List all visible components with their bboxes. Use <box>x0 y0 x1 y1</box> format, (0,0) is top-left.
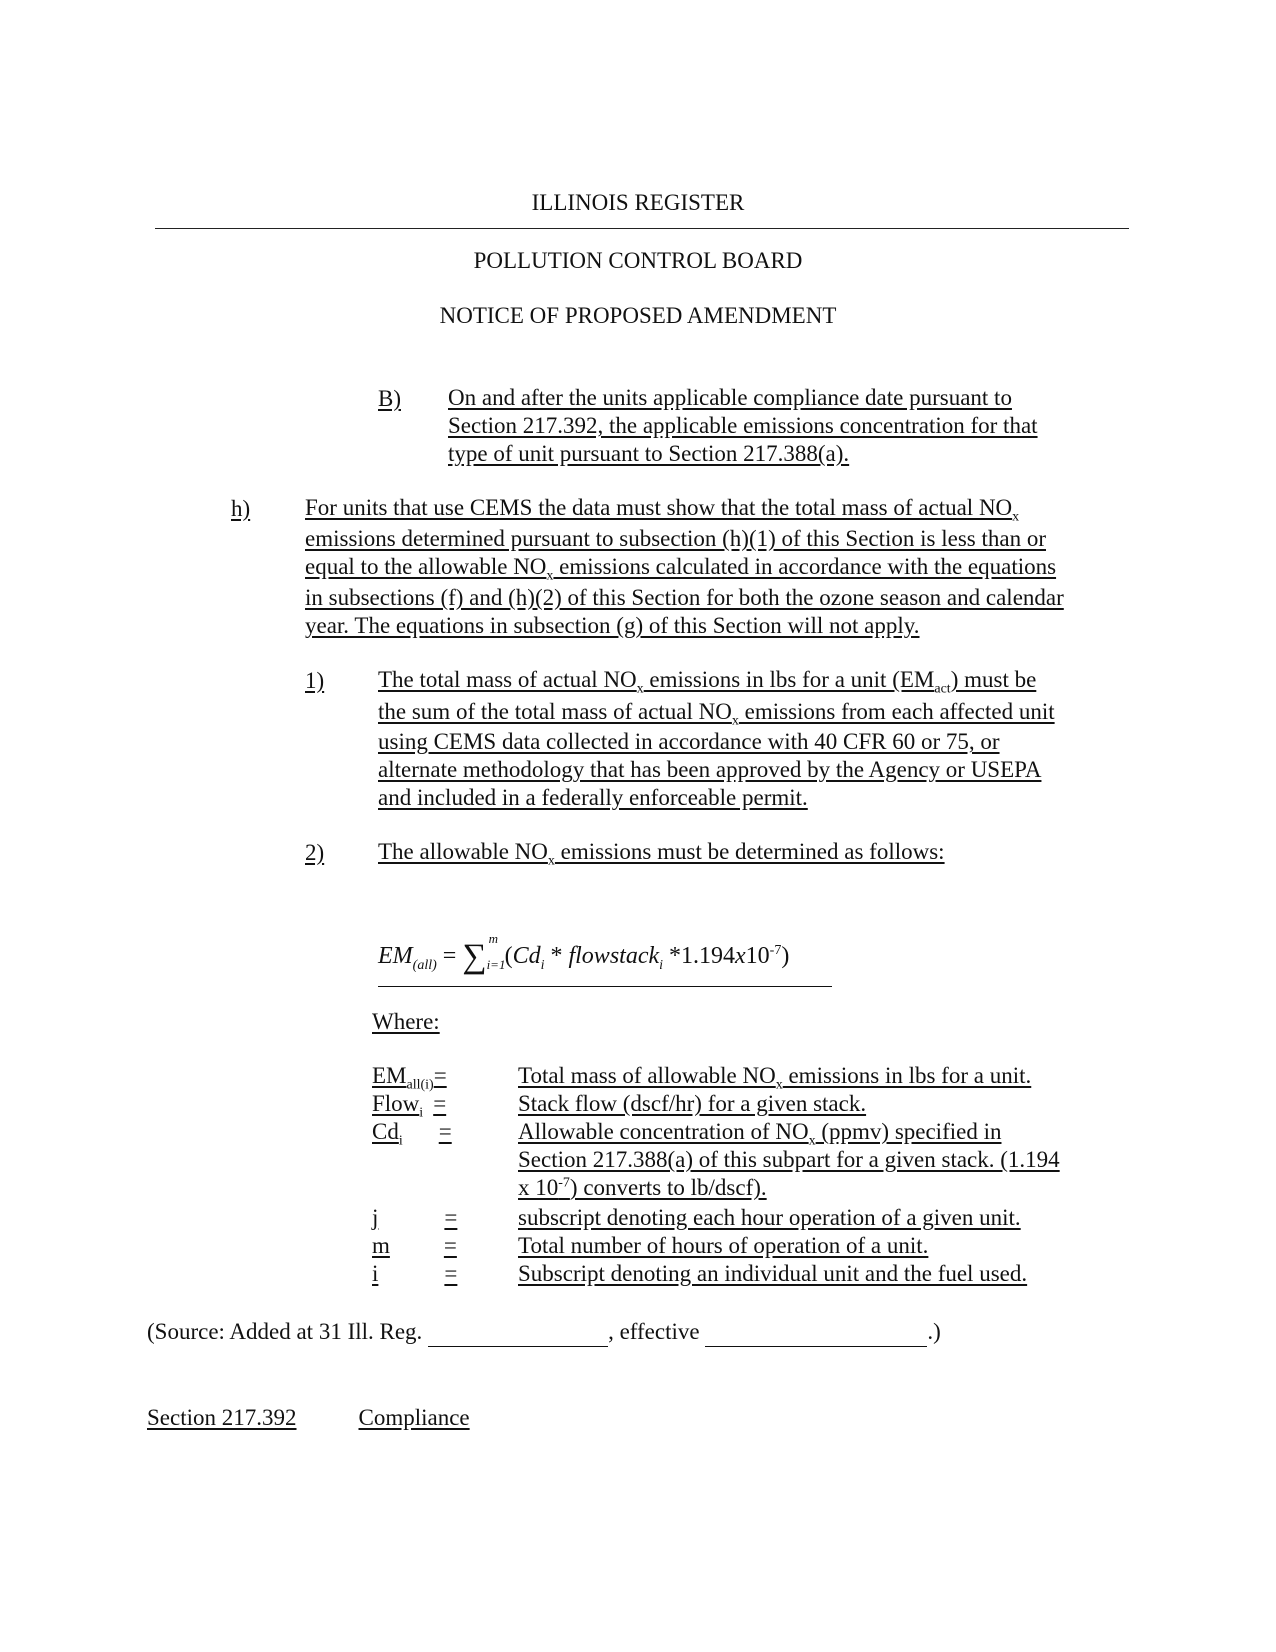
item-1-line-1: The total mass of actual $NO_x$ emissions in lbs for a unit $(EM_{act})$ must be <box>378 667 1037 697</box>
def-desc-em: Total mass of allowable $NO_x$ emissions in lbs for a unit. <box>518 1063 1032 1093</box>
def-desc-cd-1: Allowable concentration of $NO_x$ (ppmv) specified in <box>518 1119 1002 1149</box>
item-h-line-5: year. The equations in subsection (g) of this Section will not apply. <box>305 613 920 638</box>
def-term-flow: Flow$_i$ = <box>372 1091 447 1121</box>
item-b-label: B) <box>378 386 401 411</box>
item-1-line-2: the sum of the total mass of actual $NO_x$ emissions from each affected unit <box>378 699 1055 729</box>
source-effective-blank <box>705 1318 927 1347</box>
def-term-em: $EM_{all(i)}=$ <box>372 1063 447 1093</box>
item-2-text: The allowable $NO_x$ emissions must be determined as follows: <box>378 839 945 869</box>
def-term-j: j = <box>372 1205 458 1230</box>
item-1-label: 1) <box>305 668 325 693</box>
source-note: (Source: Added at 31 Ill. Reg. , effective .) <box>147 1318 941 1347</box>
item-h-line-4: in subsections (f) and (h)(2) of this Section for both the ozone season and calendar <box>305 585 1064 610</box>
notice-title: NOTICE OF PROPOSED AMENDMENT <box>439 303 837 328</box>
item-h-line-2: emissions determined pursuant to subsection (h)(1) of this Section is less than or <box>305 526 1046 551</box>
item-b-line-1: On and after the units applicable compliance date pursuant to <box>448 385 1012 410</box>
item-1-line-3: using CEMS data collected in accordance with 40 CFR 60 or 75, or <box>378 729 1000 754</box>
item-1-line-4: alternate methodology that has been approved by the Agency or USEPA <box>378 757 1042 782</box>
def-desc-cd-3: x $10^{-7}$) converts to lb/dscf). <box>518 1175 767 1200</box>
board-title: POLLUTION CONTROL BOARD <box>473 248 803 273</box>
header-rule <box>155 228 1129 229</box>
item-b-line-3: type of unit pursuant to Section 217.388(a). <box>448 441 850 466</box>
def-desc-cd-2: Section 217.388(a) of this subpart for a given stack. (1.194 <box>518 1147 1060 1172</box>
item-h-line-3: equal to the allowable $NO_x$ emissions calculated in accordance with the equations <box>305 554 1057 584</box>
register-title: ILLINOIS REGISTER <box>531 190 745 215</box>
where-label: Where: <box>372 1009 440 1034</box>
def-term-cd: $Cd_i$ = <box>372 1119 452 1149</box>
def-desc-j: subscript denoting each hour operation of a given unit. <box>518 1205 1021 1230</box>
def-desc-i: Subscript denoting an individual unit and the fuel used. <box>518 1261 1028 1286</box>
def-term-m: m = <box>372 1233 457 1258</box>
item-h-line-1: For units that use CEMS the data must show that the total mass of actual $NO_x$ <box>305 495 1020 525</box>
item-h-label: h) <box>231 496 251 521</box>
item-b-line-2: Section 217.392, the applicable emissions concentration for that <box>448 413 1038 438</box>
def-term-i: i = <box>372 1261 458 1286</box>
item-2-label: 2) <box>305 840 325 865</box>
section-heading: Section 217.392 Compliance <box>147 1405 470 1430</box>
source-register-blank <box>428 1318 608 1347</box>
item-1-line-5: and included in a federally enforceable permit. <box>378 785 808 810</box>
emissions-equation: $EM_{(all)}$ = ∑ m i=1 ($Cd_i$ * flowstack$_i$ $*1.194x10^{-7}$) <box>378 938 832 987</box>
def-desc-m: Total number of hours of operation of a unit. <box>518 1233 929 1258</box>
def-desc-flow: Stack flow (dscf/hr) for a given stack. <box>518 1091 867 1116</box>
